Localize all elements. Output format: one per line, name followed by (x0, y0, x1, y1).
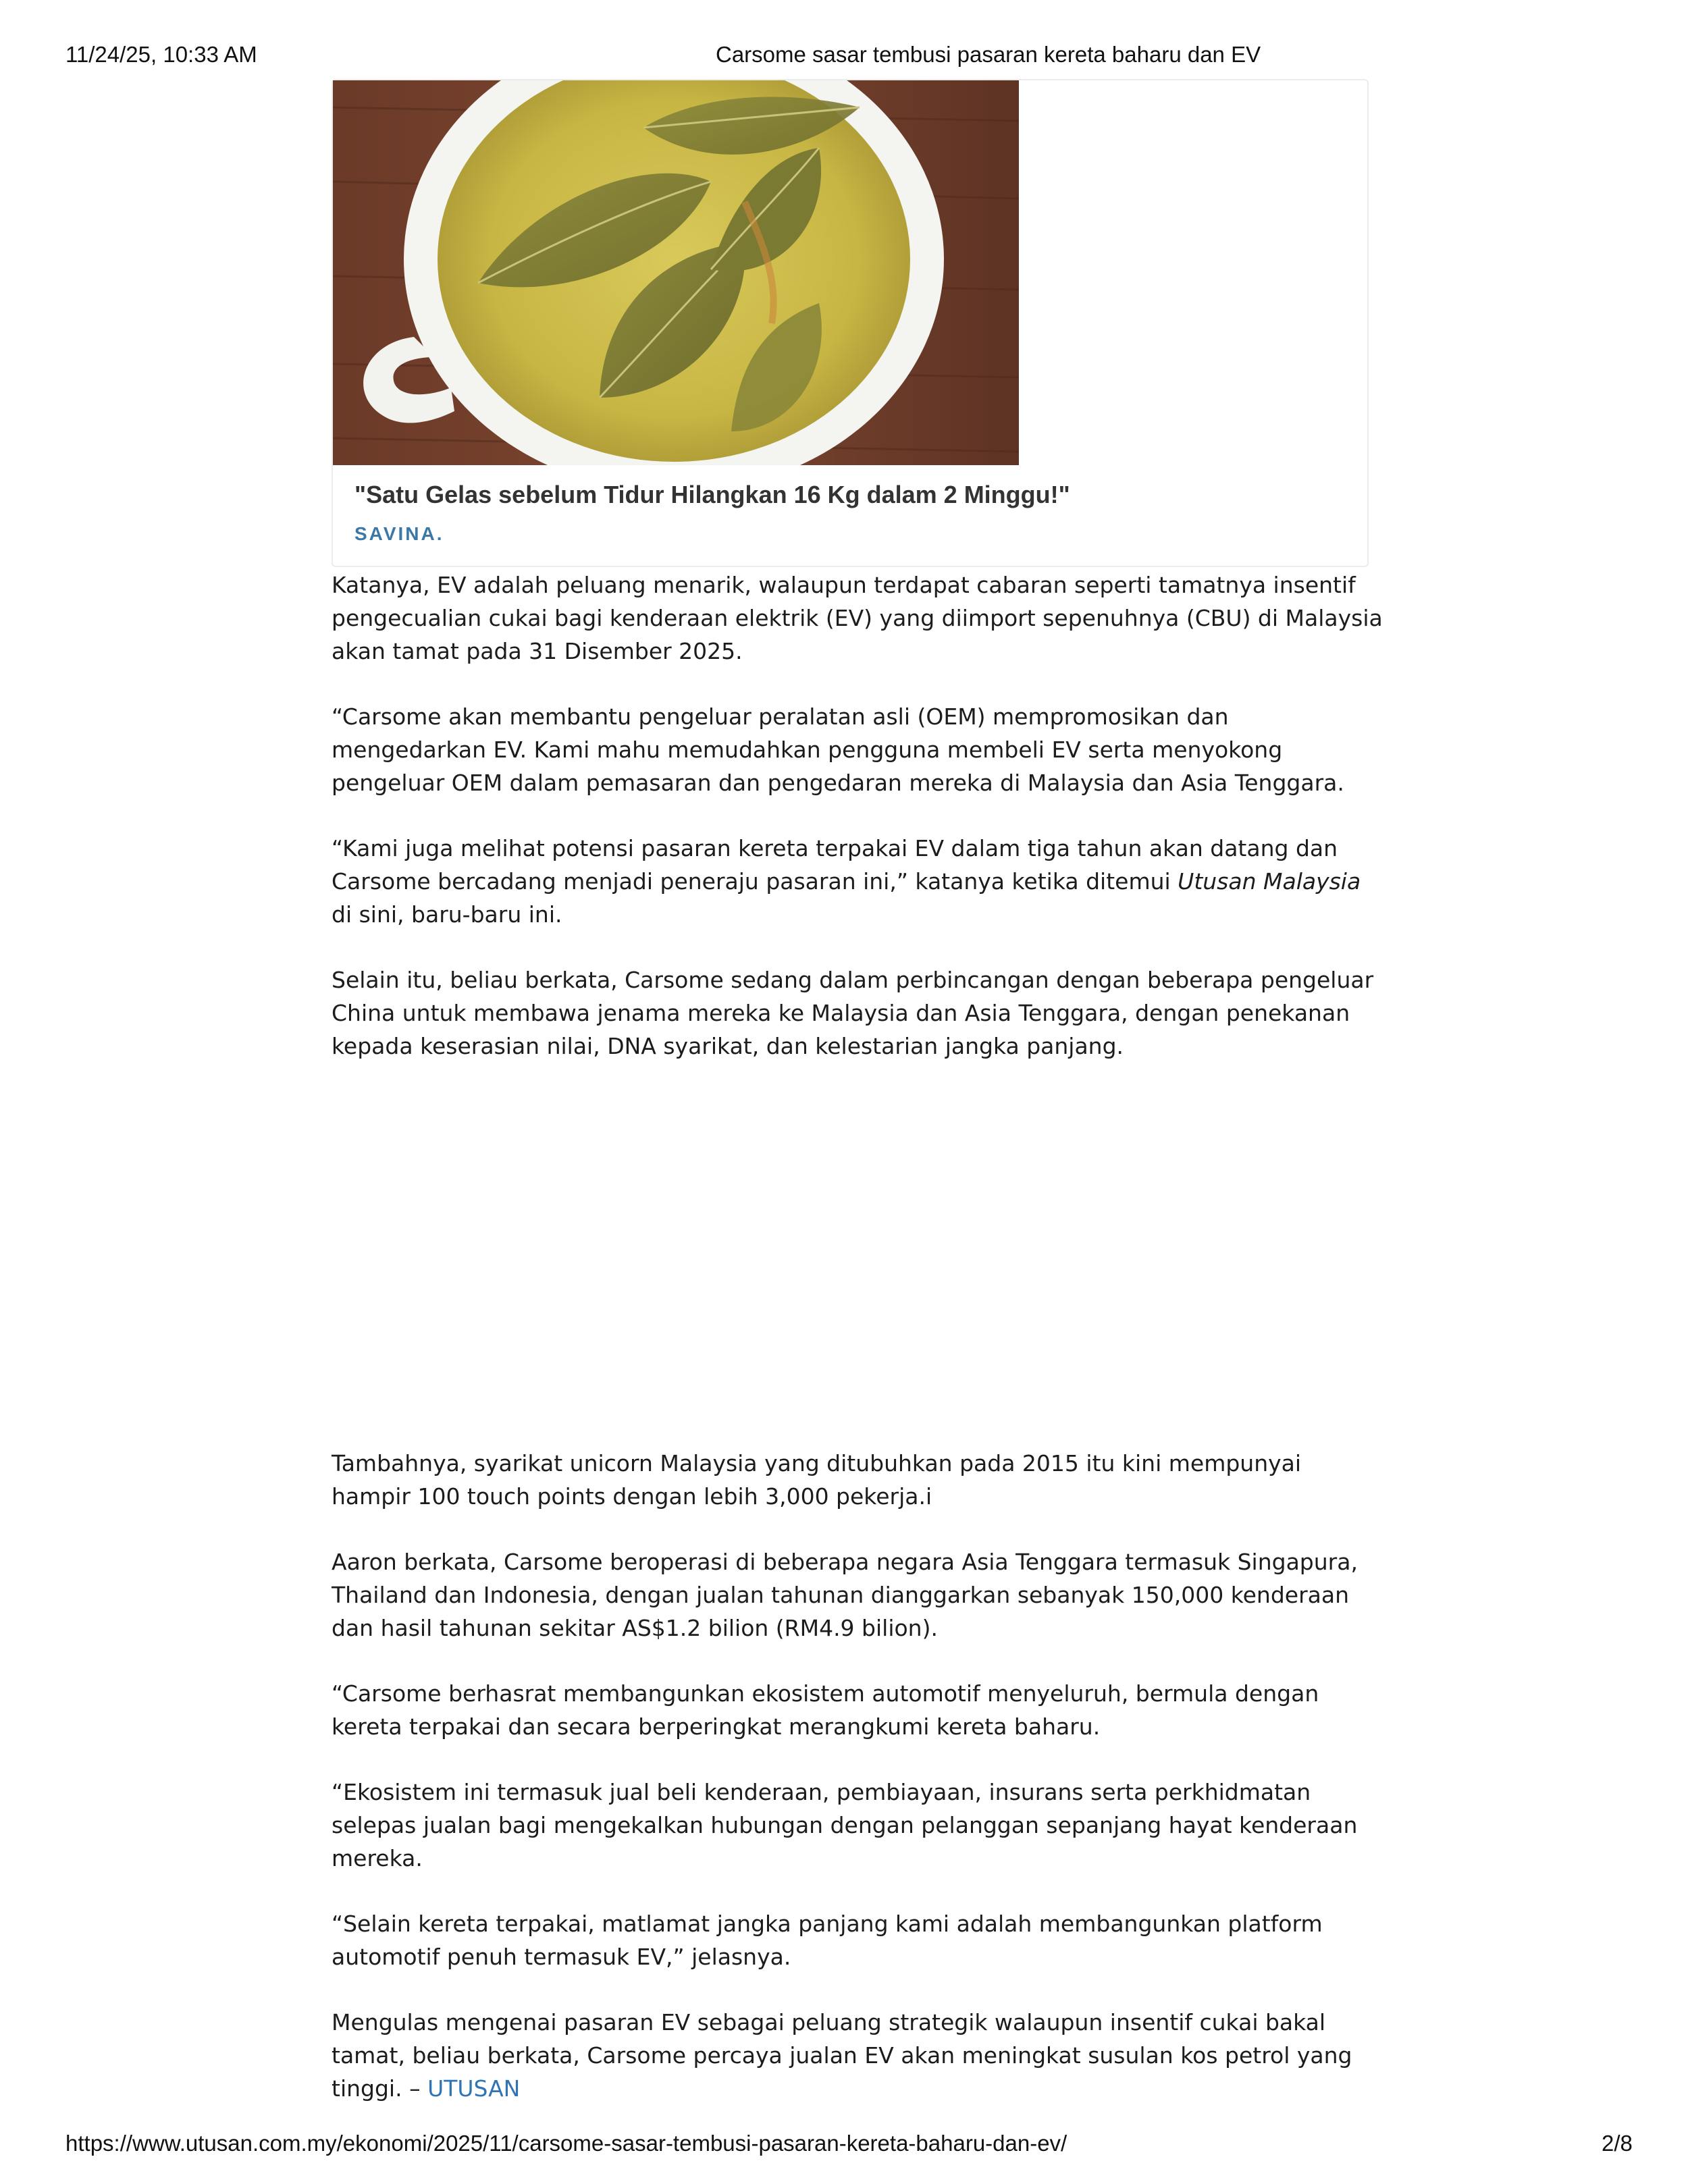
ad-sponsor-label[interactable]: SAVINA. (354, 523, 444, 544)
publication-name: Utusan Malaysia (1178, 868, 1361, 895)
paragraph-text: Mengulas mengenai pasaran EV sebagai peluang strategik walaupun insentif cukai bakal tamat, beliau berkata, Carsome percaya jualan EV akan meningkat susulan kos petrol yang tinggi. – (332, 2009, 1352, 2102)
source-link-utusan[interactable]: UTUSAN (427, 2075, 521, 2102)
print-url: https://www.utusan.com.my/ekonomi/2025/11/carsome-sasar-tembusi-pasaran-kereta-baharu-dan-ev/ (65, 2131, 1067, 2156)
article-paragraph (332, 2006, 1385, 2105)
article-paragraph: “Carsome berhasrat membangunkan ekosistem automotif menyeluruh, bermula dengan kereta terpakai dan secara berperingkat merangkumi kereta baharu. (332, 1680, 1319, 1740)
paragraph-text: di sini, baru-baru ini. (332, 901, 562, 928)
print-page-number: 2/8 (1602, 2131, 1633, 2156)
article-body-top (332, 568, 1385, 1095)
ad-headline[interactable]: "Satu Gelas sebelum Tidur Hilangkan 16 Kg dalam 2 Minggu!" (354, 481, 1070, 508)
article-paragraph: Aaron berkata, Carsome beroperasi di beberapa negara Asia Tenggara termasuk Singapura, Thailand dan Indonesia, dengan jualan tahunan dianggarkan sebanyak 150,000 kenderaan dan hasil tahunan sekitar AS$1.2 bilion (RM4.9 bilion). (332, 1549, 1358, 1641)
article-paragraph: Selain itu, beliau berkata, Carsome sedang dalam perbincangan dengan beberapa pengeluar China untuk membawa jenama mereka ke Malaysia dan Asia Tenggara, dengan penekanan kepada keserasian nilai, DNA syarikat, dan kelestarian jangka panjang. (332, 967, 1374, 1059)
article-body-bottom (332, 1447, 1385, 2137)
ad-photo-svg (333, 80, 1019, 465)
print-footer (0, 2131, 1688, 2160)
article-paragraph (332, 832, 1385, 931)
article-paragraph: “Carsome akan membantu pengeluar peralatan asli (OEM) mempromosikan dan mengedarkan EV. Kami mahu memudahkan pengguna membeli EV serta menyokong pengeluar OEM dalam pemasaran dan pengedaran mereka di Malaysia dan Asia Tenggara. (332, 703, 1344, 796)
bay-leaf-tea-image[interactable] (333, 80, 1019, 465)
print-datetime: 11/24/25, 10:33 AM (65, 42, 257, 67)
article-paragraph: Tambahnya, syarikat unicorn Malaysia yang ditubuhkan pada 2015 itu kini mempunyai hampir 100 touch points dengan lebih 3,000 pekerja.i (332, 1450, 1302, 1510)
article-paragraph: “Ekosistem ini termasuk jual beli kenderaan, pembiayaan, insurans serta perkhidmatan selepas jualan bagi mengekalkan hubungan dengan pelanggan sepanjang hayat kenderaan mereka. (332, 1779, 1358, 1871)
print-page-title: Carsome sasar tembusi pasaran kereta baharu dan EV (716, 42, 1261, 67)
article-paragraph: Katanya, EV adalah peluang menarik, walaupun terdapat cabaran seperti tamatnya insentif pengecualian cukai bagi kenderaan elektrik (EV) yang diimport sepenuhnya (CBU) di Malaysia akan tamat pada 31 Disember 2025. (332, 572, 1383, 664)
print-header (0, 42, 1688, 72)
paragraph-text: “Kami juga melihat potensi pasaran kereta terpakai EV dalam tiga tahun akan datang dan Carsome bercadang menjadi peneraju pasaran ini,” katanya ketika ditemui (332, 835, 1338, 895)
article-paragraph: “Selain kereta terpakai, matlamat jangka panjang kami adalah membangunkan platform automotif penuh termasuk EV,” jelasnya. (332, 1911, 1323, 1970)
